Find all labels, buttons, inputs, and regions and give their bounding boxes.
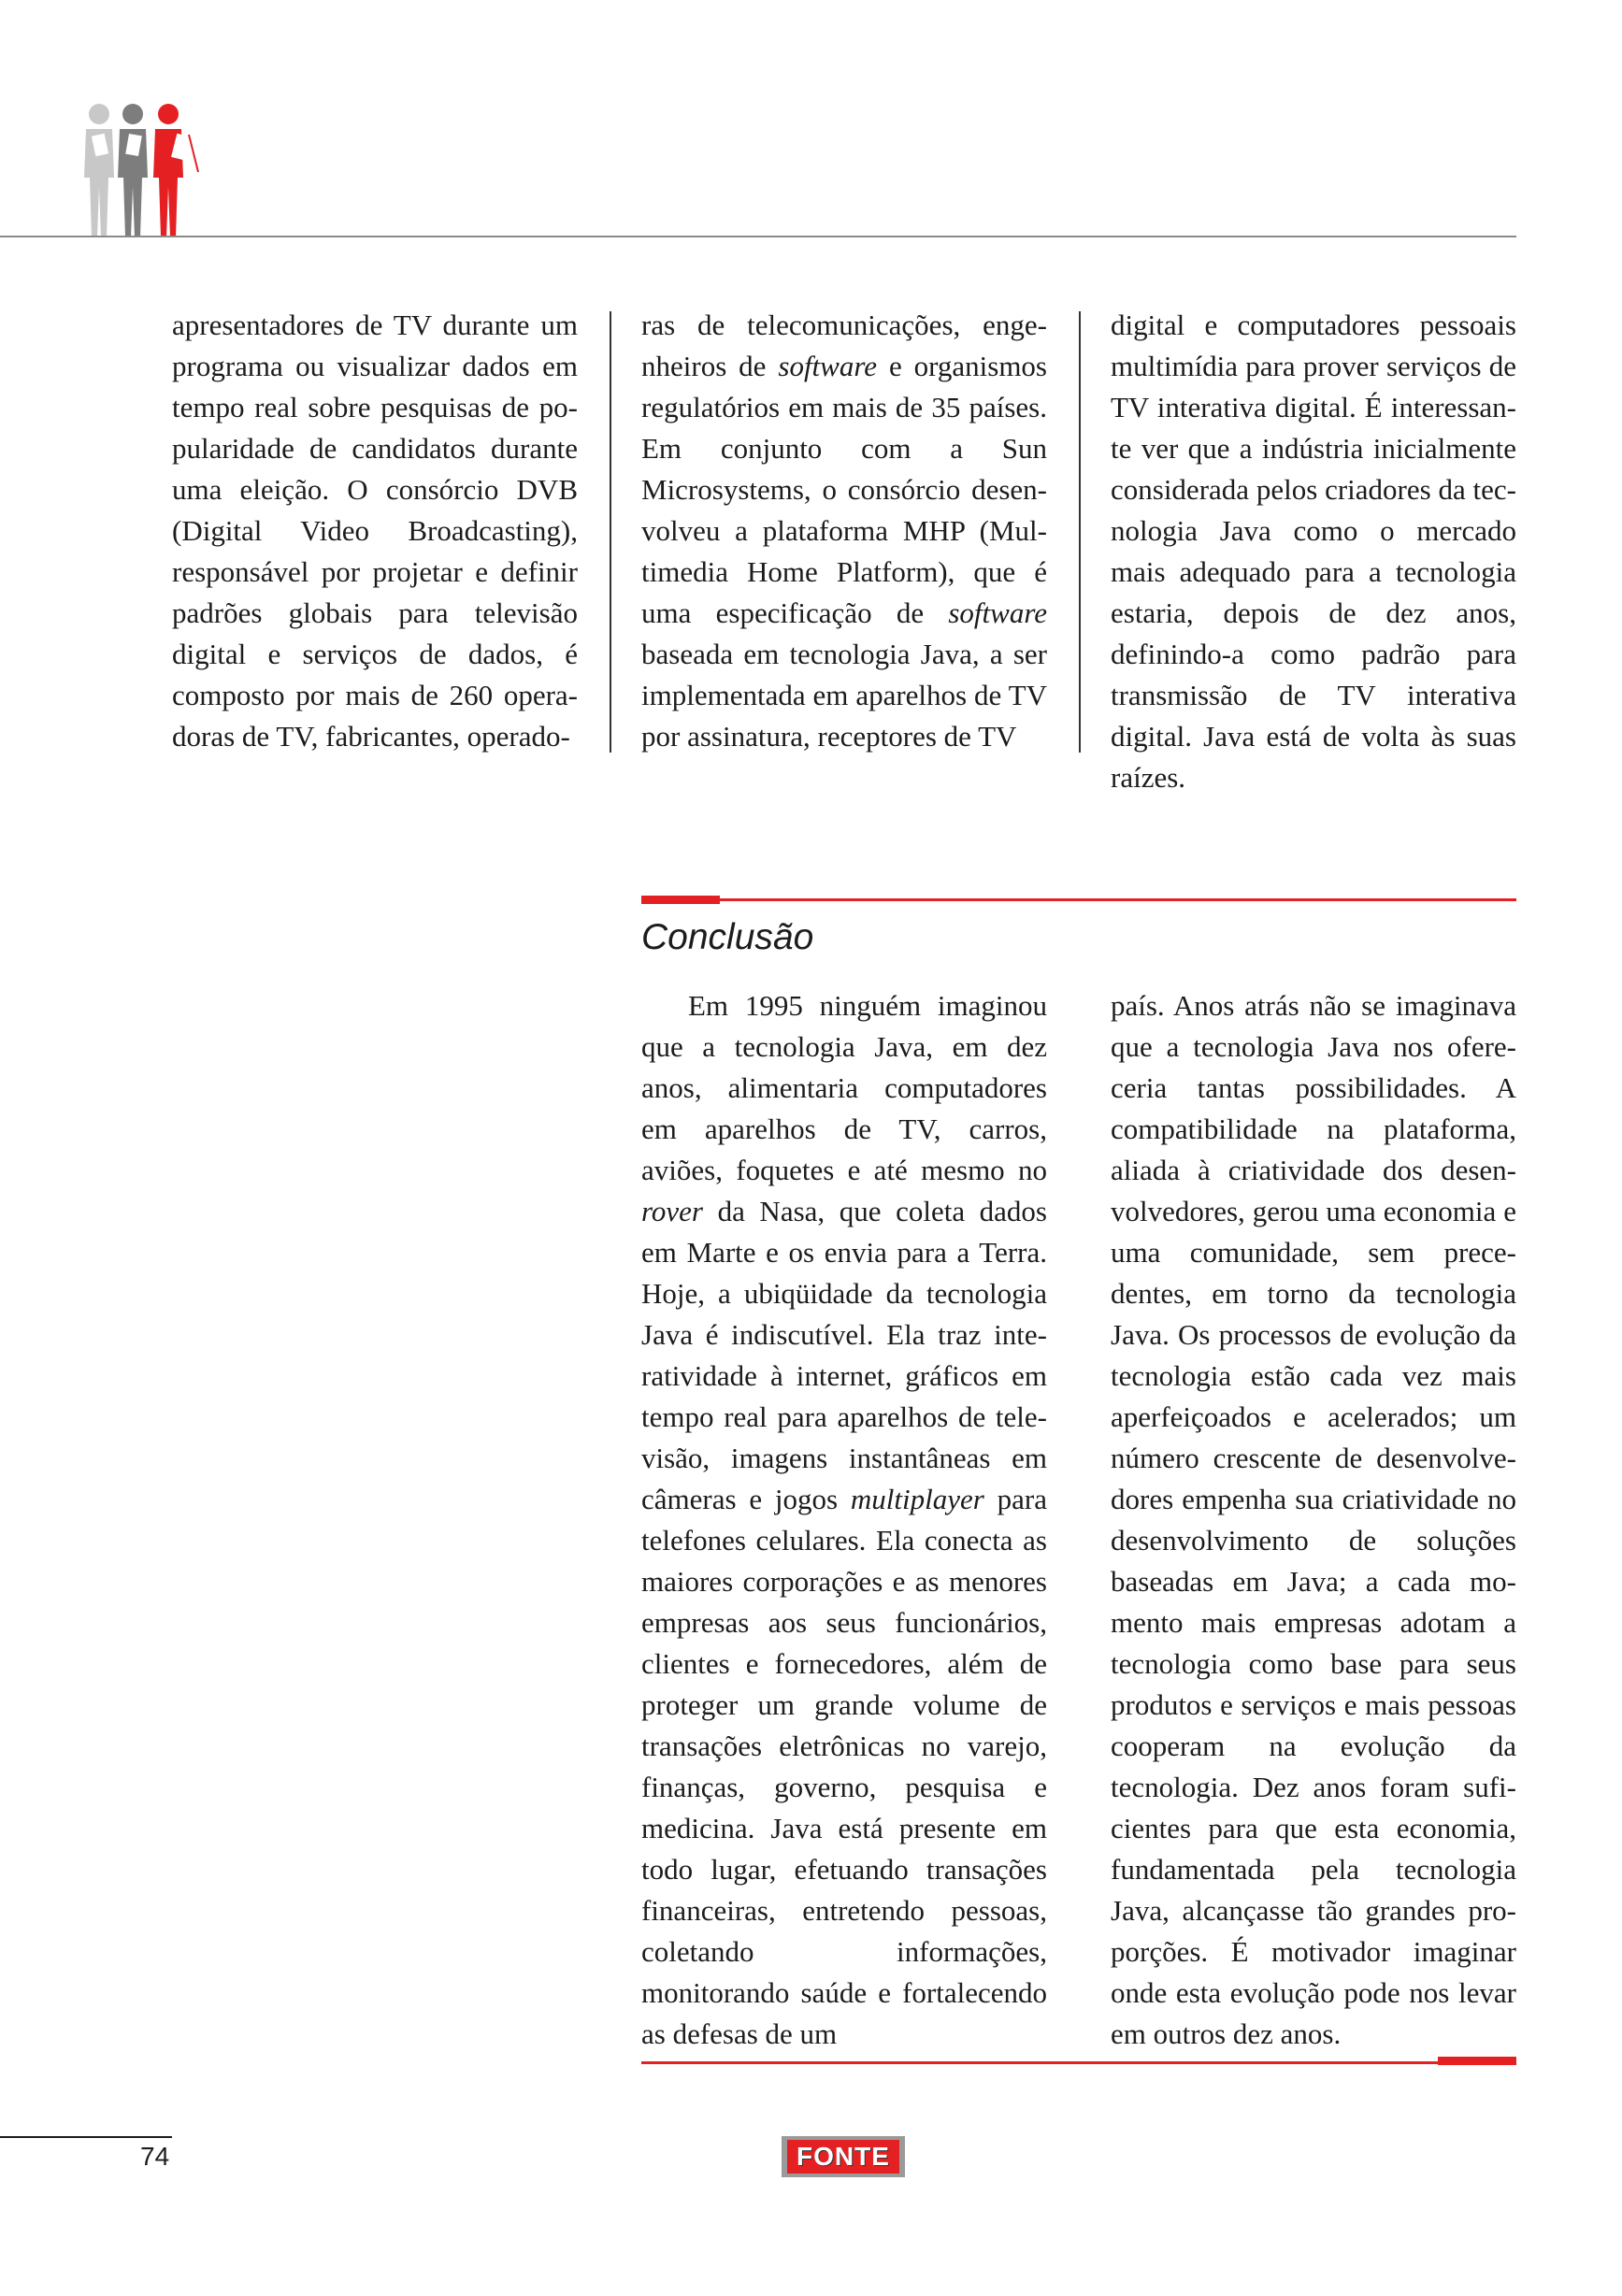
header-rule (0, 236, 1516, 237)
column-divider (1079, 311, 1081, 753)
article-column-2 (641, 305, 1047, 757)
article-column-3 (1111, 305, 1516, 798)
article-text: digital e computadores pessoais multimídia para prover serviços de TV interativa digital. É interessante ver que a indústria inicialmente considerada pelos criadores da tecnologia Java como o mercado mais adequado para a tecnologia estaria, depois de dez anos, definindo-a como padrão para transmissão de TV interativa digital. Java está de volta às suas raízes. (1111, 309, 1516, 794)
conclusion-column-1 (641, 985, 1047, 2055)
three-people-icon (79, 103, 209, 237)
article-text: ras de telecomunicações, engenheiros de software e organismos regulatórios em mais de 35 países. Em conjunto com a Sun Microsystems, o consórcio desenvolveu a plataforma MHP (Multimedia Home Platform), que é uma especificação de software baseada em tecnologia Java, a ser implementada em aparelhos de TV por assinatura, receptores de TV (641, 309, 1047, 753)
fonte-logo (782, 2136, 905, 2177)
conclusion-text: país. Anos atrás não se imaginava que a tecnologia Java nos ofereceria tantas possibilidades. A compatibilidade na plataforma, aliada à criatividade dos desenvolvedores, gerou uma economia e uma comunidade, sem precedentes, em torno da tecnologia Java. Os processos de evolução da tecnologia estão cada vez mais aperfeiçoados e acelerados; um número crescente de desenvolvedores empenha sua criatividade no desenvolvimento de soluções baseadas em Java; a cada momento mais empresas adotam a tecnologia como base para seus produtos e serviços e mais pessoas cooperam na evolução da tecnologia. Dez anos foram suficientes para que esta economia, fundamentada pela tecnologia Java, alcançasse tão grandes proporções. É motivador imaginar onde esta evolução pode nos levar em outros dez anos. (1111, 989, 1516, 2050)
column-divider (610, 311, 611, 753)
conclusion-text: Em 1995 ninguém imaginou que a tecnologia Java, em dez anos, alimentaria computadores em aparelhos de TV, carros, aviões, foquetes e até mesmo no rover da Nasa, que coleta dados em Marte e os envia para a Terra. Hoje, a ubiqüidade da tecnologia Java é indiscutível. Ela traz interatividade à internet, gráficos em tempo real para aparelhos de televisão, imagens instantâneas em câmeras e jogos multiplayer para telefones celulares. Ela conecta as maiores corporações e as menores empresas aos seus funcionários, clientes e fornecedores, além de proteger um grande volume de transações eletrônicas no varejo, finanças, governo, pesquisa e medicina. Java está presente em todo lugar, efetuando transações financeiras, entretendo pessoas, coletando informações, monitorando saúde e fortalecendo as defesas de um (641, 989, 1047, 2050)
article-text: apresentadores de TV durante um programa ou visualizar dados em tempo real sobre pesquisas de popularidade de candidatos durante uma eleição. O consórcio DVB (Digital Video Broadcasting), responsável por projetar e definir padrões globais para televisão digital e serviços de dados, é composto por mais de 260 operadoras de TV, fabricantes, operado- (172, 309, 578, 753)
fonte-logo-text: FONTE (797, 2142, 890, 2171)
section-end-rule-accent (1438, 2057, 1516, 2065)
conclusion-column-2 (1111, 985, 1516, 2055)
page-number: 74 (140, 2142, 170, 2171)
article-column-1 (172, 305, 578, 757)
section-title: Conclusão (641, 917, 814, 957)
section-end-rule (641, 2061, 1516, 2064)
footer-rule (0, 2136, 172, 2138)
section-rule (641, 898, 1516, 901)
section-rule-accent (641, 896, 720, 904)
